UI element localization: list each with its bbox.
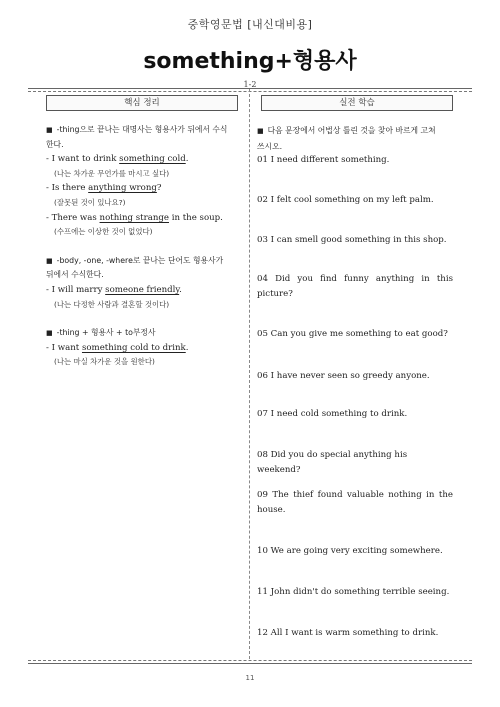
rule-3: ■ -thing + 형용사 + to부정사 xyxy=(46,328,156,338)
square-bullet-icon: ■ xyxy=(257,127,264,135)
top-rule xyxy=(28,88,472,89)
question-11: 11 John didn't do something terrible seeing. xyxy=(257,587,450,597)
right-column-heading: 실전 학습 xyxy=(261,95,453,111)
question-09: 09 The thief found valuable nothing in the house. xyxy=(257,490,453,515)
question-02: 02 I felt cool something on my left palm. xyxy=(257,195,434,205)
example-5-translation: (나는 마실 차가운 것을 원한다) xyxy=(54,357,155,367)
rule-2: ■ -body, -one, -where로 끝나는 단어도 형용사가 xyxy=(46,255,224,265)
square-bullet-icon: ■ xyxy=(46,329,53,338)
rule-1-cont: 한다. xyxy=(46,139,64,149)
question-01: 01 I need different something. xyxy=(257,155,390,165)
question-06: 06 I have never seen so greedy anyone. xyxy=(257,371,430,381)
question-10: 10 We are going very exciting somewhere. xyxy=(257,546,443,556)
example-1: - I want to drink something cold. xyxy=(46,154,189,165)
practice-section xyxy=(257,123,453,638)
question-05: 05 Can you give me something to eat good? xyxy=(257,329,448,339)
instruction-cont: 쓰시오. xyxy=(257,142,283,151)
example-1-translation: (나는 차가운 무언가를 마시고 싶다) xyxy=(54,168,170,178)
question-08: 08 Did you do special anything his weekend? xyxy=(257,450,408,475)
page-number: 11 xyxy=(245,674,255,682)
example-2: - Is there anything wrong? xyxy=(46,183,162,194)
series-label: 중학영문법 [내신대비용] xyxy=(187,18,313,31)
page-title: something+형용사 xyxy=(143,49,357,74)
top-rule-dashed xyxy=(28,91,472,92)
question-12: 12 All I want is warm something to drink. xyxy=(257,628,439,638)
example-5: - I want something cold to drink. xyxy=(46,342,189,353)
example-4-translation: (나는 다정한 사람과 결혼할 것이다) xyxy=(54,299,170,309)
bottom-rule xyxy=(28,663,472,664)
question-03: 03 I can smell good something in this shop. xyxy=(257,235,447,245)
example-3-translation: (수프에는 이상한 것이 없었다) xyxy=(54,227,153,237)
instruction: ■ 다음 문장에서 어법상 틀린 것을 찾아 바르게 고쳐 xyxy=(257,126,436,135)
column-divider xyxy=(249,89,250,659)
rule-2-cont: 뒤에서 수식한다. xyxy=(46,270,104,280)
example-4: - I will marry someone friendly. xyxy=(46,284,182,295)
lesson-code: 1-2 xyxy=(243,80,257,89)
question-04: 04 Did you find funny anything in this picture? xyxy=(257,274,453,299)
example-2-translation: (잘못된 것이 있나요?) xyxy=(54,197,126,207)
example-3: - There was nothing strange in the soup. xyxy=(46,212,223,223)
rule-1: ■ -thing으로 끝나는 대명사는 형용사가 뒤에서 수식 xyxy=(46,125,228,134)
square-bullet-icon: ■ xyxy=(46,126,53,134)
square-bullet-icon: ■ xyxy=(46,256,53,265)
key-summary xyxy=(46,123,244,370)
bottom-rule-dashed xyxy=(28,660,472,661)
question-07: 07 I need cold something to drink. xyxy=(257,409,408,419)
left-column-heading: 핵심 정리 xyxy=(46,95,238,111)
